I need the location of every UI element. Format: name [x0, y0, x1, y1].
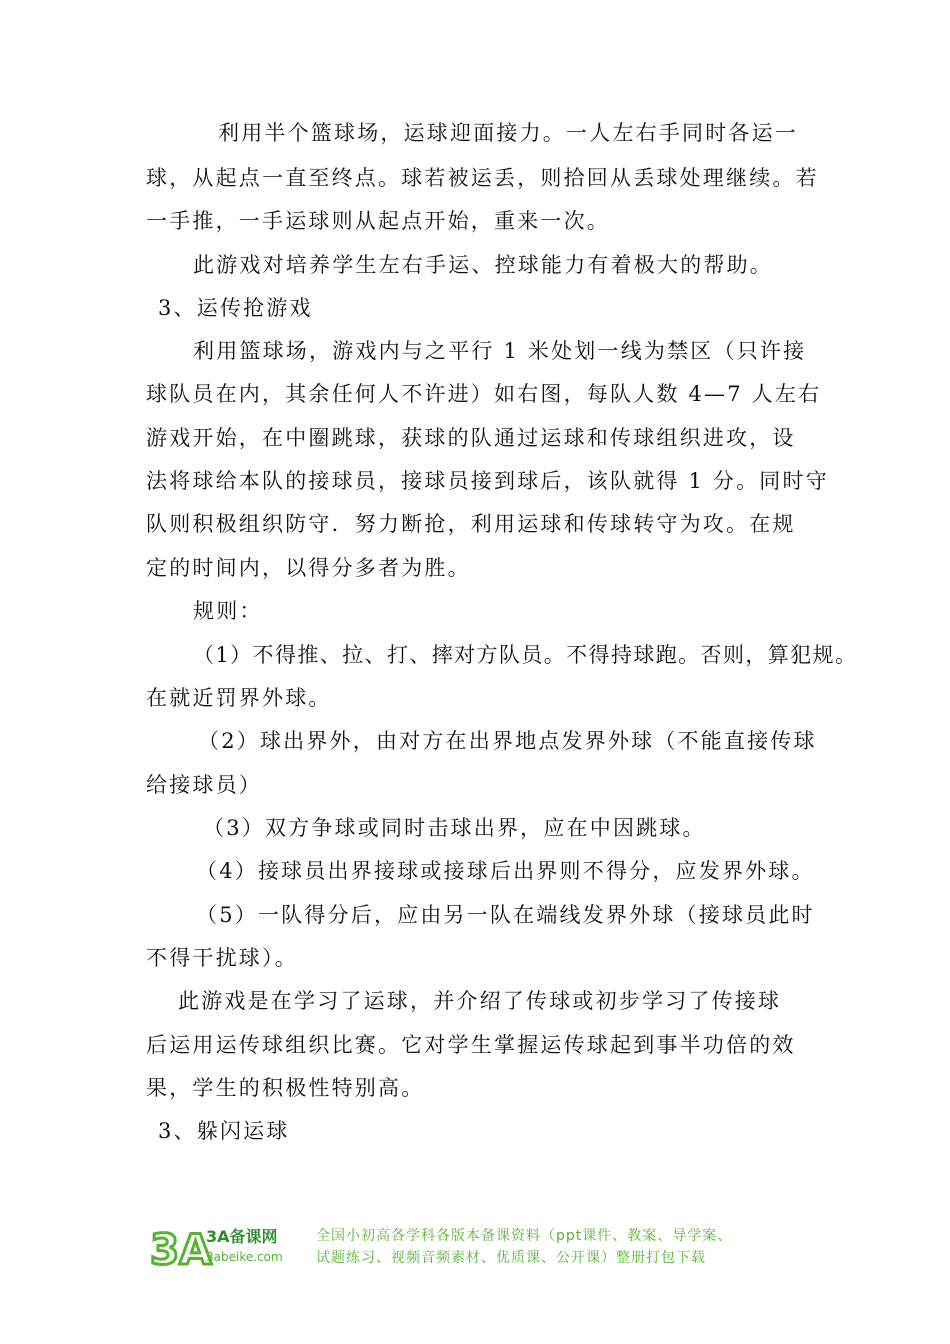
section-heading: 3、躲闪运球 — [158, 1119, 290, 1143]
paragraph-line: 队则积极组织防守．努力断抢，利用运球和传球转守为攻。在规 — [146, 512, 796, 536]
rule-item: （5）一队得分后，应由另一队在端线发界外球（接球员此时 — [196, 903, 815, 927]
paragraph-line: 法将球给本队的接球员，接球员接到球后，该队就得 1 分。同时守 — [146, 469, 829, 493]
rules-heading: 规则： — [193, 599, 263, 623]
paragraph-line: 此游戏对培养学生左右手运、控球能力有着极大的帮助。 — [193, 253, 773, 277]
logo-mark: 3A — [150, 1225, 212, 1270]
site-logo — [150, 1220, 300, 1270]
footer-line-2: 试题练习、视频音频素材、优质课、公开课）整册打包下载 — [316, 1250, 706, 1266]
paragraph-line: 给接球员） — [146, 773, 262, 797]
paragraph-line: 利用半个篮球场，运球迎面接力。一人左右手同时各运一 — [218, 121, 798, 145]
paragraph-line: 此游戏是在学习了运球，并介绍了传球或初步学习了传接球 — [178, 989, 782, 1013]
paragraph-line: 在就近罚界外球。 — [146, 686, 332, 710]
paragraph-line: 不得干扰球）。 — [146, 946, 298, 970]
paragraph-line: 游戏开始，在中圈跳球，获球的队通过运球和传球组织进攻，设 — [146, 426, 796, 450]
rule-item: （2）球出界外，由对方在出界地点发界外球（不能直接传球 — [198, 729, 817, 753]
paragraph-line: 球，从起点一直至终点。球若被运丢，则拾回从丢球处理继续。若 — [146, 166, 819, 190]
rule-item: （1）不得推、拉、打、摔对方队员。不得持球跑。否则，算犯规。 — [193, 643, 858, 667]
paragraph-line: 一手推，一手运球则从起点开始，重来一次。 — [146, 209, 610, 233]
paragraph-line: 球队员在内，其余任何人不许进）如右图，每队人数 4—7 人左右 — [146, 382, 822, 406]
paragraph-line: 果，学生的积极性特别高。 — [146, 1076, 425, 1100]
rule-item: （4）接球员出界接球或接球后出界则不得分，应发界外球。 — [196, 859, 815, 883]
footer-line-1: 全国小初高各学科各版本备课资料（ppt课件、教案、导学案、 — [316, 1228, 733, 1244]
paragraph-line: 利用篮球场，游戏内与之平行 1 米处划一线为禁区（只许接 — [193, 339, 807, 363]
logo-name: 3A备课网 — [206, 1227, 278, 1246]
paragraph-line: 后运用运传球组织比赛。它对学生掌握运传球起到事半功倍的效 — [146, 1033, 796, 1057]
section-heading: 3、运传抢游戏 — [158, 296, 313, 320]
logo-url: 3abeike.com — [206, 1250, 283, 1264]
rule-item: （3）双方争球或同时击球出界，应在中因跳球。 — [203, 816, 706, 840]
paragraph-line: 定的时间内，以得分多者为胜。 — [146, 556, 471, 580]
